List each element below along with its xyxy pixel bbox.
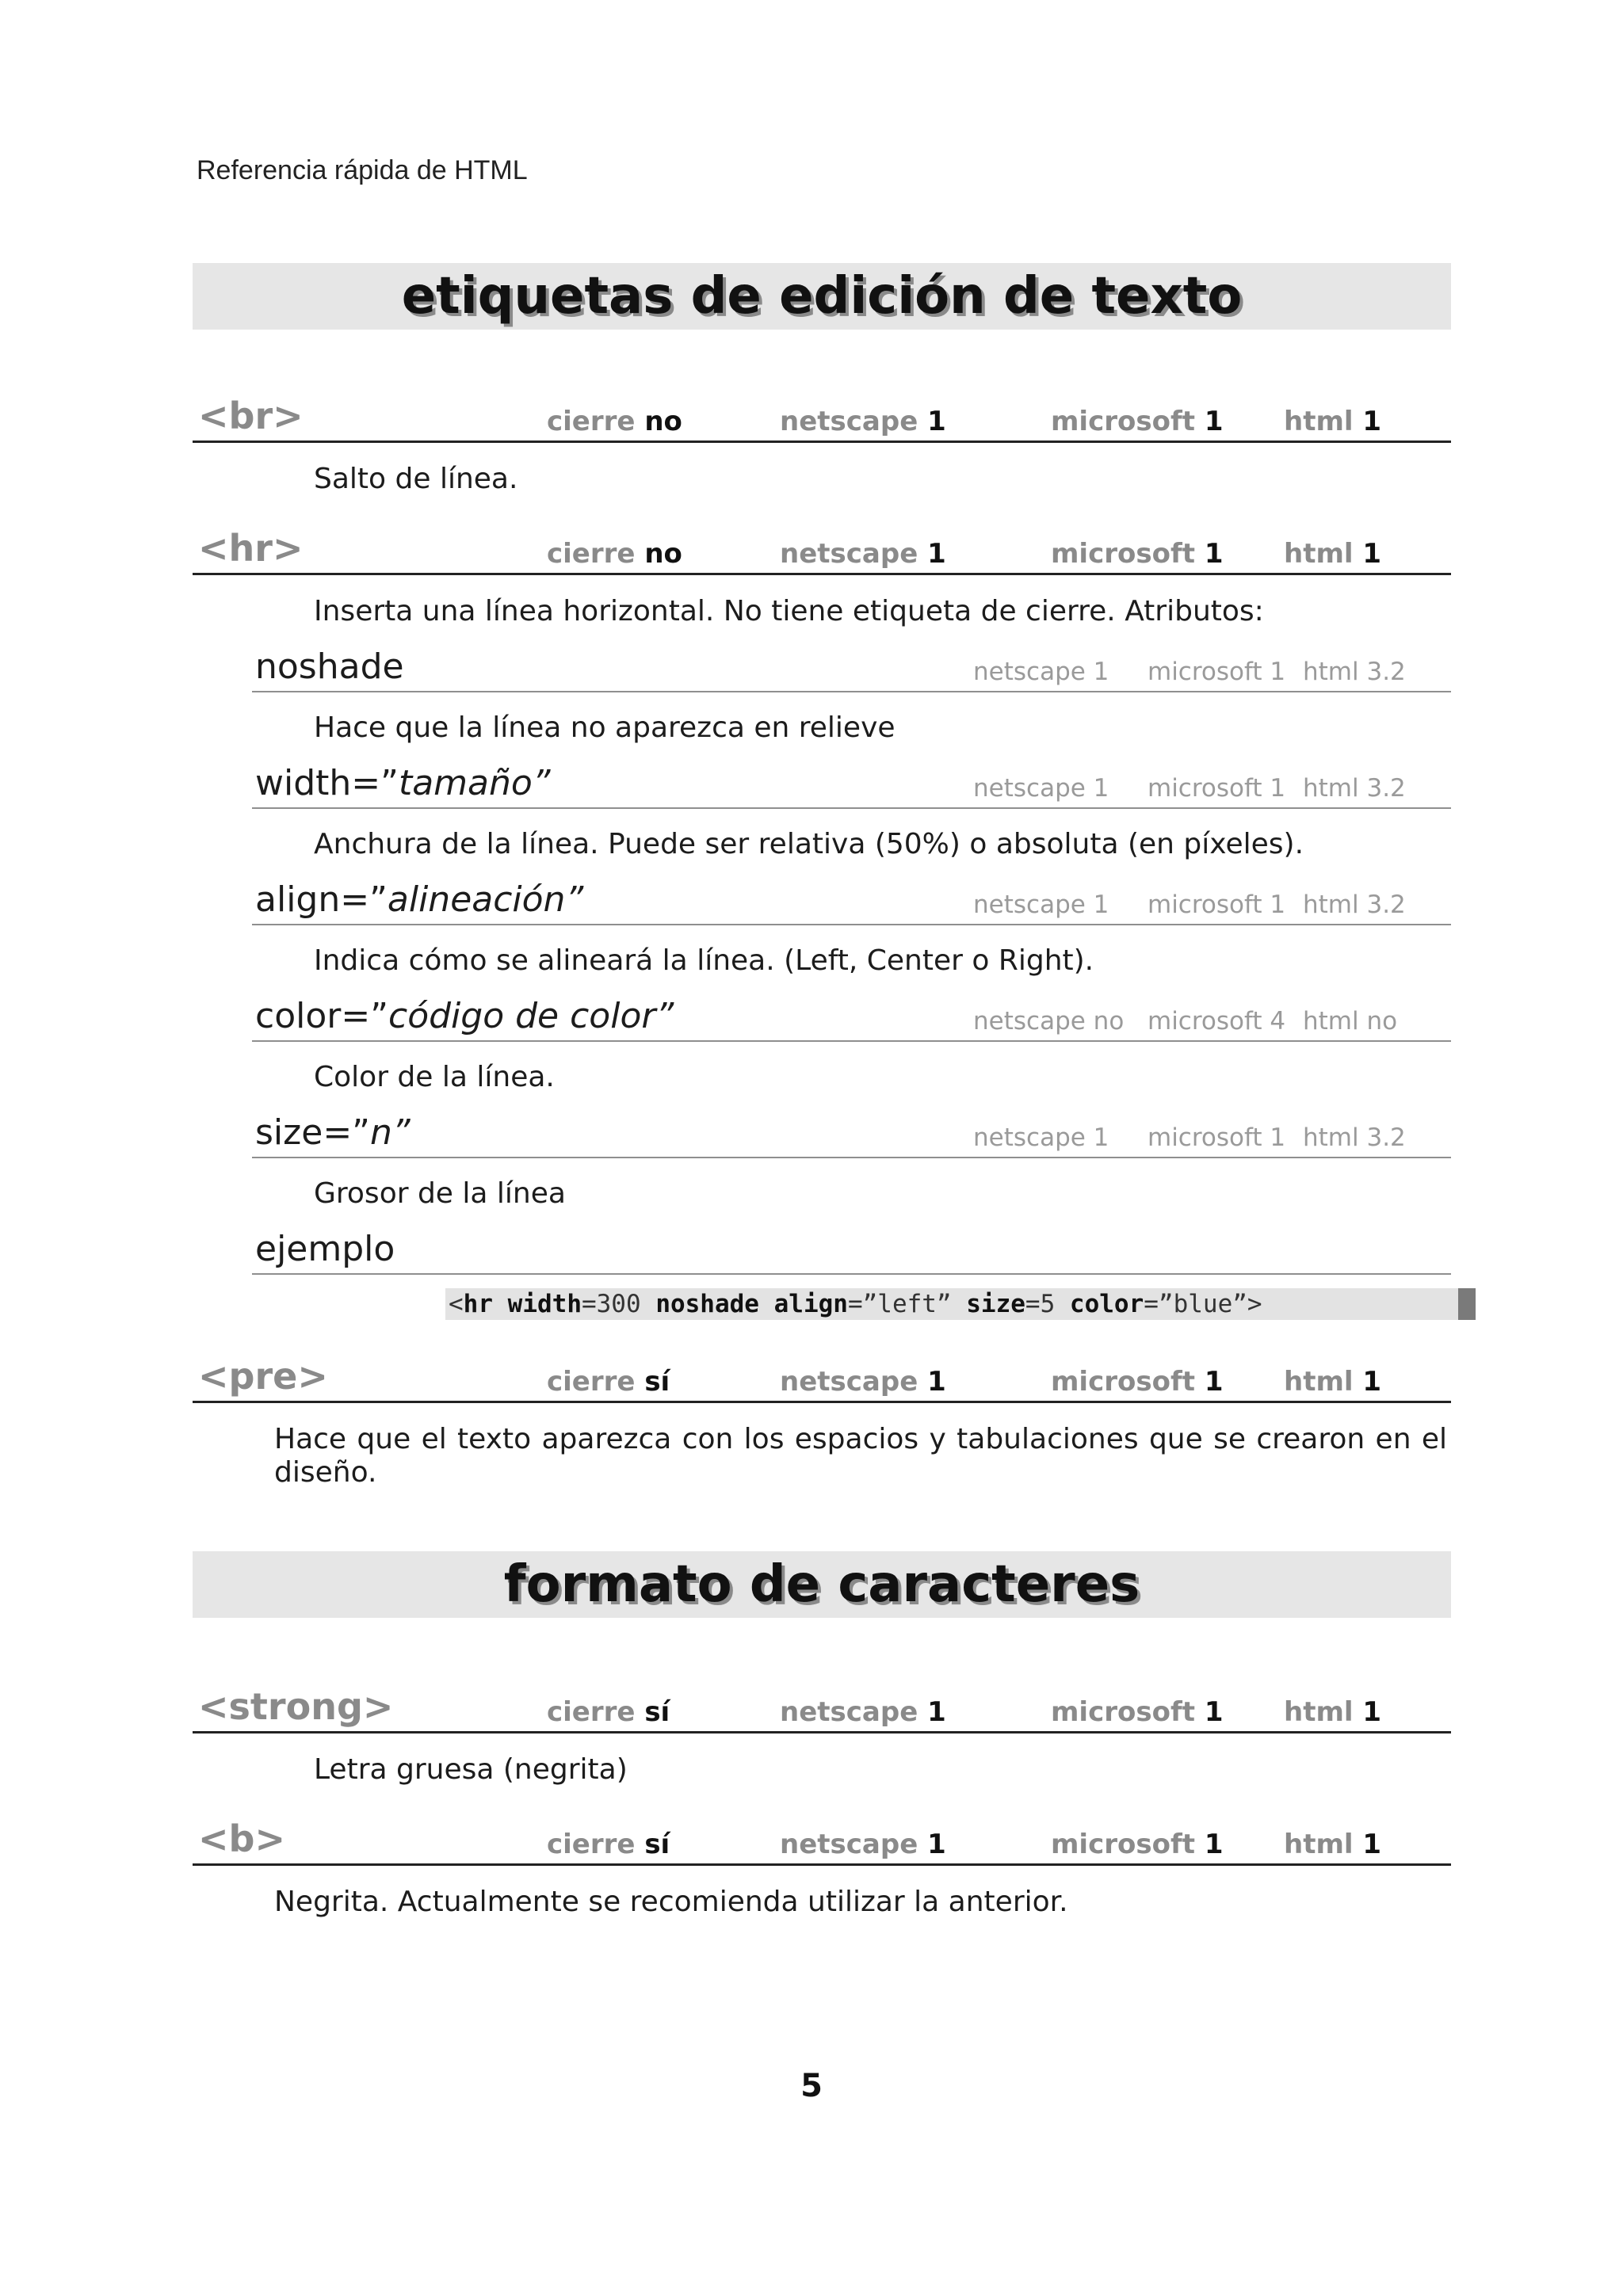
example-label: ejemplo [255,1229,395,1269]
attr-microsoft: microsoft 4 [1148,1007,1286,1035]
tag-microsoft: microsoft 1 [1051,538,1224,570]
attribute-description: Hace que la línea no aparezca en relieve [314,711,896,744]
divider [193,1863,1451,1866]
attr-microsoft: microsoft 1 [1148,658,1286,686]
attr-netscape: netscape 1 [973,1123,1109,1152]
attr-microsoft: microsoft 1 [1148,774,1286,803]
attr-netscape: netscape 1 [973,891,1109,919]
attr-microsoft: microsoft 1 [1148,1123,1286,1152]
tag-description: Negrita. Actualmente se recomienda utilizar la anterior. [274,1886,1068,1918]
tag-description: Letra gruesa (negrita) [314,1753,628,1786]
attribute-name: width=”tamaño” [255,763,551,803]
tag-html: html 1 [1284,1696,1382,1728]
attribute-description: Color de la línea. [314,1061,555,1093]
attr-netscape: netscape 1 [973,774,1109,803]
tag-name: <strong> [198,1685,394,1728]
attr-netscape: netscape 1 [973,658,1109,686]
attr-microsoft: microsoft 1 [1148,891,1286,919]
tag-description: Salto de línea. [314,463,518,495]
section-title: formato de caracteres [503,1555,1140,1614]
tag-netscape: netscape 1 [780,406,946,437]
tag-description: Hace que el texto aparezca con los espacios y tabulaciones que se crearon en el diseño. [274,1423,1447,1489]
tag-html: html 1 [1284,406,1382,437]
page-number: 5 [800,2068,823,2104]
tag-cierre: cierre sí [547,1829,670,1860]
tag-name: <pre> [198,1355,328,1398]
tag-html: html 1 [1284,1366,1382,1398]
divider [193,441,1451,443]
tag-netscape: netscape 1 [780,1829,946,1860]
attr-html: html 3.2 [1303,658,1406,686]
tag-description: Inserta una línea horizontal. No tiene etiqueta de cierre. Atributos: [314,595,1264,627]
tag-html: html 1 [1284,538,1382,570]
tag-netscape: netscape 1 [780,1696,946,1728]
section-band [193,263,1451,330]
attr-netscape: netscape no [973,1007,1125,1035]
attr-html: html 3.2 [1303,774,1406,803]
divider [193,573,1451,575]
tag-cierre: cierre no [547,538,682,570]
tag-netscape: netscape 1 [780,1366,946,1398]
tag-cierre: cierre sí [547,1366,670,1398]
tag-microsoft: microsoft 1 [1051,1366,1224,1398]
tag-html: html 1 [1284,1829,1382,1860]
tag-netscape: netscape 1 [780,538,946,570]
tag-microsoft: microsoft 1 [1051,1829,1224,1860]
attribute-name: color=”código de color” [255,996,674,1036]
divider [252,1273,1451,1275]
divider [252,691,1451,692]
divider [193,1401,1451,1403]
attribute-description: Grosor de la línea [314,1177,566,1210]
attribute-description: Anchura de la línea. Puede ser relativa (50%) o absoluta (en píxeles). [314,828,1304,860]
attr-html: html 3.2 [1303,891,1406,919]
tag-name: <b> [198,1817,286,1860]
divider [252,924,1451,925]
tag-microsoft: microsoft 1 [1051,1696,1224,1728]
divider [193,1731,1451,1733]
section-band [193,1551,1451,1618]
attribute-description: Indica cómo se alineará la línea. (Left, Center o Right). [314,944,1094,977]
running-header: Referencia rápida de HTML [197,155,528,185]
tag-cierre: cierre no [547,406,682,437]
code-example [445,1288,1476,1320]
code-text: <hr width=300 noshade align=”left” size=5 color=”blue”> [449,1290,1262,1318]
tag-cierre: cierre sí [547,1696,670,1728]
attr-html: html 3.2 [1303,1123,1406,1152]
tag-name: <br> [198,395,304,437]
code-scrollbar[interactable] [1458,1288,1476,1320]
attribute-name: align=”alineación” [255,879,584,920]
tag-microsoft: microsoft 1 [1051,406,1224,437]
divider [252,1040,1451,1042]
divider [252,807,1451,809]
attr-html: html no [1303,1007,1398,1035]
attribute-name: size=”n” [255,1112,411,1153]
attribute-name: noshade [255,646,404,687]
section-title: etiquetas de edición de texto [401,267,1243,326]
divider [252,1157,1451,1158]
tag-name: <hr> [198,527,304,570]
